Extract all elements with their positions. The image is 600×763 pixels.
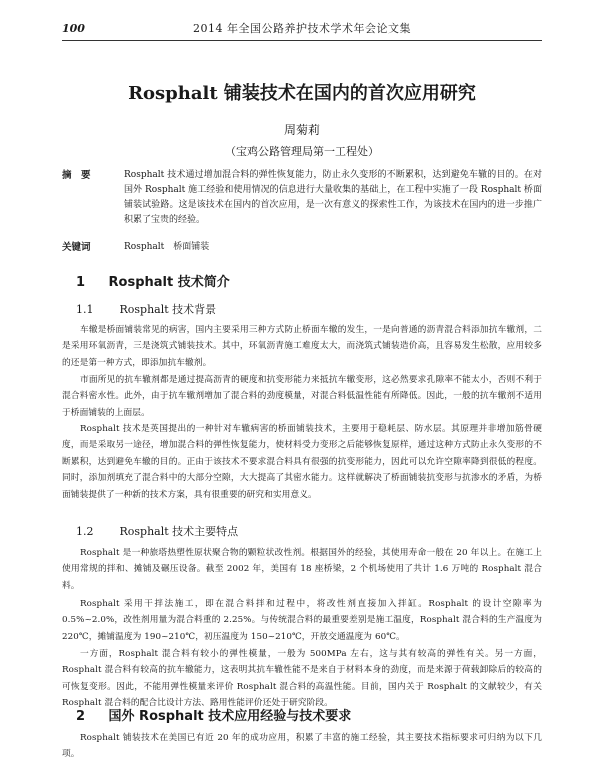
- subsection-title: Rosphalt 技术主要特点: [119, 525, 239, 538]
- abstract-text: Rosphalt 技术通过增加混合料的弹性恢复能力，防止永久变形的不断累积，达到避免车辙的目的。在对国外 Rosphalt 施工经验和使用情况的信息进行大量收集的基础上，在工程中实施了一段 Rosphalt 桥面铺装试验路。这是该技术在国内的首次应用，是一次有意义的探索性工作，为该技术在国内的进一步推广积累了宝贵的经验。: [124, 170, 542, 225]
- subsection-heading: [62, 302, 542, 318]
- subsection-title: Rosphalt 技术背景: [119, 303, 217, 316]
- section-title: Rosphalt 技术简介: [108, 275, 230, 290]
- section-title: 国外 Rosphalt 技术应用经验与技术要求: [108, 709, 352, 724]
- abstract: [62, 168, 542, 228]
- body-paragraph: Rosphalt 技术是英国提出的一种针对车辙病害的桥面铺装技术，主要用于稳耗层、防水层。其原理并非增加筋骨硬度，而是采取另一途径，增加混合料的弹性恢复能力，使材料受力变形之后能够恢复原样，通过这种方式防止永久变形的不断累积，达到避免车辙的目的。正由于该技术不要求混合料具有很强的抗变形能力，因此可以允许空隙率降到很低的程度。同时，添加剂填充了混合料中的大部分空隙，大大提高了其密水能力。这样就解决了桥面铺装抗变形与抗渗水的矛盾，为桥面铺装提供了一种新的技术方案，具有很重要的研究和实用意义。: [62, 424, 542, 500]
- abstract-label: 摘 要: [62, 170, 91, 181]
- keywords: [62, 240, 542, 255]
- subsection-heading: [62, 524, 542, 540]
- subsection-number: 1.2: [76, 525, 94, 538]
- running-title: 2014 年全国公路养护技术学术年会论文集: [193, 22, 411, 35]
- body-paragraph: 市面所见的抗车辙剂都是通过提高沥青的硬度和抗变形能力来抵抗车辙变形，这必然要求孔隙率不能太小，否则不利于混合料密水性。此外，由于抗车辙剂增加了混合料的劲度模量，对混合料低温性能有所降低。因此，一般的抗车辙剂不适用于桥面铺装的上面层。: [62, 375, 542, 418]
- body-paragraph: Rosphalt 是一种旅塔热塑性原状聚合物的颗粒状改性剂。根据国外的经验，其使用寿命一般在 20 年以上。在施工上使用常规的拌和、摊铺及碾压设备。截至 2002 年，美国有 18 座桥梁，2 个机场使用了共计 1.6 万吨的 Rosphalt 混合料。: [62, 548, 542, 591]
- body-paragraph: 一方面，Rosphalt 混合料有较小的弹性模量，一般为 500MPa 左右，这与其有较高的弹性有关。另一方面，Rosphalt 混合料有较高的抗车辙能力，这表明其抗车辙性能不是来自于材料本身的劲度，而是来源于荷载卸除后的较高的可恢复变形。因此，不能用弹性模量来评价 Rosphalt 混合料的高温性能。目前，国内关于 Rosphalt 的文献较少，有关 Rosphalt 混合料的配合比设计方法、路用性能评价还处于研究阶段。: [62, 649, 542, 709]
- running-header: [62, 22, 542, 41]
- keywords-text: Rosphalt 桥面铺装: [124, 242, 210, 252]
- author-affiliation: （宝鸡公路管理局第一工程处）: [225, 145, 379, 158]
- section-number: 1: [76, 275, 86, 290]
- section-heading: [62, 708, 542, 726]
- section-number: 2: [76, 709, 86, 724]
- body-paragraph: 车辙是桥面铺装常见的病害，国内主要采用三种方式防止桥面车辙的发生，一是向普通的沥青混合料添加抗车辙剂，二是采用环氧沥青，三是浇筑式铺装技术。其中，环氧沥青施工难度太大，而浇筑式铺装造价高，且容易发生松散，应用较多的还是第一种方式，即添加抗车辙剂。: [62, 325, 542, 368]
- page-number: 100: [62, 22, 85, 35]
- section-heading: [62, 274, 542, 292]
- author-name: 周菊莉: [283, 123, 320, 137]
- subsection-number: 1.1: [76, 303, 94, 316]
- body-paragraph: Rosphalt 铺装技术在美国已有近 20 年的成功应用，积累了丰富的施工经验，其主要技术指标要求可归纳为以下几项。: [62, 733, 542, 760]
- paper-title: Rosphalt 铺装技术在国内的首次应用研究: [128, 83, 476, 104]
- body-paragraph: Rosphalt 采用干拌法施工，即在混合料拌和过程中，将改性剂直接加入拌缸。Rosphalt 的设计空隙率为 0.5%~2.0%，改性剂用量为混合料重的 2.25%。与传统混合料的最重要差别是施工温度，Rosphalt 混合料的生产温度为 220℃，摊铺温度为 190~210℃，初压温度为 150~210℃，开放交通温度为 60℃。: [62, 599, 542, 642]
- keywords-label: 关键词: [62, 242, 91, 253]
